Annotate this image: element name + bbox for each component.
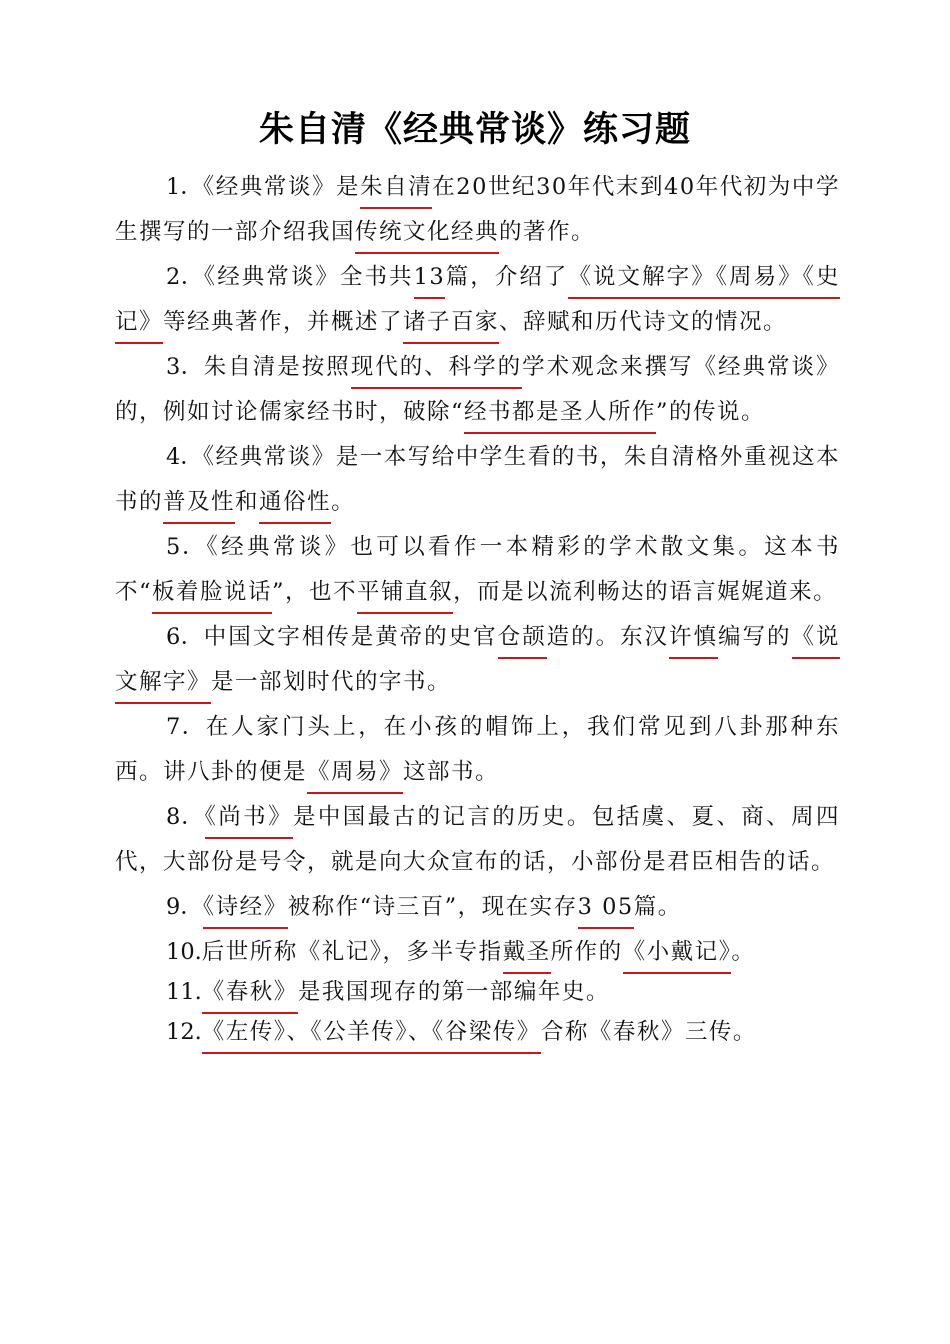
question-number: 10. bbox=[166, 939, 202, 965]
answer-underlined: 《尚书》 bbox=[205, 804, 293, 839]
answer-underlined: 传统文化经典 bbox=[355, 219, 499, 254]
question-text: ”的传说。 bbox=[656, 399, 766, 425]
question-number: 5． bbox=[166, 534, 207, 560]
question-list bbox=[115, 165, 840, 1052]
question-number: 8． bbox=[166, 804, 205, 830]
answer-underlined: 《周易》 bbox=[307, 759, 403, 794]
question-text: 《经典常谈》是一本写给中学生看的书，朱自清格外重视这本书的 bbox=[115, 444, 840, 515]
question-item bbox=[115, 435, 840, 525]
question-text: 在20世纪30年代末到40年代初为中学生撰写的一部介绍我国 bbox=[115, 174, 840, 245]
question-number: 1． bbox=[166, 174, 203, 200]
question-text: 篇，介绍了 bbox=[445, 264, 569, 290]
question-item bbox=[115, 795, 840, 885]
question-item bbox=[115, 165, 840, 255]
page-title: 朱自清《经典常谈》练习题 bbox=[258, 110, 691, 150]
question-text: 《经典常谈》全书共 bbox=[203, 264, 414, 290]
question-number: 7． bbox=[166, 714, 206, 740]
question-item bbox=[115, 1012, 840, 1052]
question-text: ，而是以流利畅达的语言娓娓道来。 bbox=[453, 579, 838, 605]
question-text: 朱自清是按照 bbox=[203, 354, 351, 380]
answer-underlined: 《春秋》 bbox=[202, 979, 298, 1014]
question-number: 12. bbox=[166, 1019, 202, 1045]
question-text: 《经典常谈》也可以看作一本精彩的学术散文集。这本书不“ bbox=[115, 534, 840, 605]
question-text: 合称《春秋》三传。 bbox=[540, 1019, 757, 1045]
question-item bbox=[115, 972, 840, 1012]
answer-underlined: 朱自清 bbox=[360, 174, 432, 209]
answer-underlined: 《说文解字》 bbox=[115, 624, 840, 704]
question-item bbox=[115, 615, 840, 705]
question-text: 在人家门头上，在小孩的帽饰上，我们常见到八卦那种东西。讲八卦的便是 bbox=[115, 714, 840, 785]
question-item bbox=[115, 345, 840, 435]
question-number: 3． bbox=[166, 354, 204, 380]
question-item bbox=[115, 705, 840, 795]
question-number: 9． bbox=[166, 894, 203, 920]
question-item bbox=[115, 932, 840, 972]
answer-underlined: 通俗性 bbox=[259, 489, 331, 524]
question-text: 是一部划时代的字书。 bbox=[211, 669, 452, 695]
question-text: 这部书。 bbox=[403, 759, 500, 785]
question-text: 篇。 bbox=[633, 894, 682, 920]
question-text: 。 bbox=[731, 939, 756, 965]
answer-underlined: 平铺直叙 bbox=[357, 579, 453, 614]
answer-underlined: 经书都是圣人所作 bbox=[464, 399, 656, 434]
answer-underlined: 仓颉 bbox=[498, 624, 547, 659]
answer-underlined: 板着脸说话 bbox=[152, 579, 272, 614]
answer-underlined: 《说文解字》《周易》《史记》 bbox=[115, 264, 840, 344]
question-text: 被称作“诗三百”，现在实存 bbox=[287, 894, 578, 920]
question-item bbox=[115, 885, 840, 930]
answer-underlined: 许慎 bbox=[669, 624, 718, 659]
question-text: 学术观念来撰写《经典常谈》的，例如讨论儒家经书时，破除“ bbox=[115, 354, 840, 425]
question-text: 等经典著作，并概述了 bbox=[163, 309, 404, 335]
answer-underlined: 《诗经》 bbox=[203, 894, 288, 929]
answer-underlined: 现代的、科学的 bbox=[351, 354, 522, 389]
question-text: 和 bbox=[235, 489, 260, 515]
question-item bbox=[115, 255, 840, 345]
question-text: 是中国最古的记言的历史。包括虞、夏、商、周四代，大部份是号令，就是向大众宣布的话，小部份是君臣相告的话。 bbox=[115, 804, 840, 875]
answer-underlined: 诸子百家 bbox=[403, 309, 499, 344]
question-text: 的著作。 bbox=[499, 219, 596, 245]
question-item bbox=[115, 525, 840, 615]
question-text: 《经典常谈》是 bbox=[202, 174, 361, 200]
question-text: 。 bbox=[331, 489, 356, 515]
question-text: 造的。东汉 bbox=[546, 624, 670, 650]
question-text: 编写的 bbox=[718, 624, 792, 650]
answer-underlined: 普及性 bbox=[163, 489, 235, 524]
question-number: 4． bbox=[166, 444, 203, 470]
question-number: 11. bbox=[166, 979, 202, 1005]
question-text: 所作的 bbox=[550, 939, 623, 965]
answer-underlined: 《小戴记》 bbox=[623, 939, 732, 974]
question-text: 后世所称《礼记》，多半专指 bbox=[201, 939, 503, 965]
question-number: 6． bbox=[166, 624, 204, 650]
question-text: 、辞赋和历代诗文的情况。 bbox=[499, 309, 788, 335]
question-text: 是我国现存的第一部编年史。 bbox=[297, 979, 610, 1005]
question-number: 2． bbox=[166, 264, 204, 290]
answer-underlined: 《左传》、《公羊传》、《谷梁传》 bbox=[202, 1019, 541, 1054]
answer-underlined: 戴圣 bbox=[503, 939, 551, 974]
answer-underlined: 3 05 bbox=[578, 894, 634, 929]
question-text: ”，也不 bbox=[272, 579, 358, 605]
question-text: 中国文字相传是黄帝的史官 bbox=[203, 624, 498, 650]
answer-underlined: 13 bbox=[414, 264, 446, 299]
